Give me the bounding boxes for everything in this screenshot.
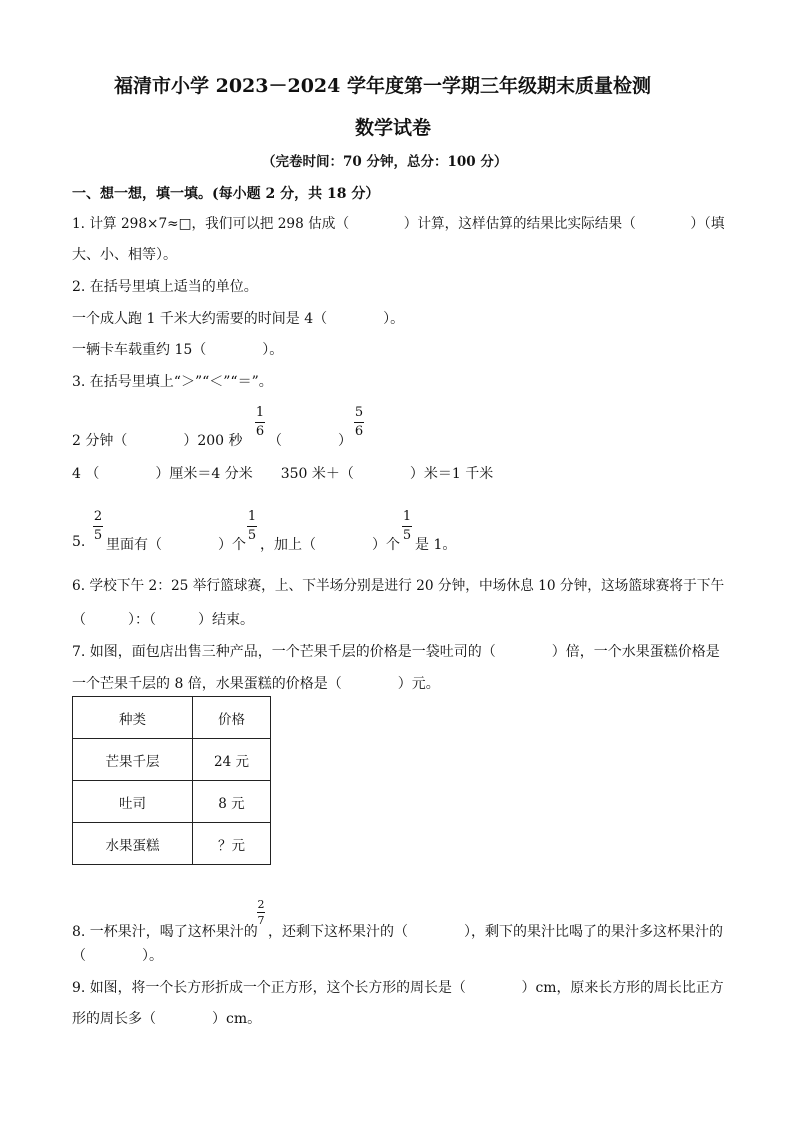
q3-part-a: 2 分钟（ ）200 秒: [72, 433, 243, 449]
q3-fraction-e: [402, 509, 412, 544]
q3-fraction-d: [247, 509, 257, 544]
q3-line4-text-b: ，加上（ ）个: [260, 537, 400, 553]
fraction-bar: [257, 912, 265, 913]
q2-line2: 一个成人跑 1 千米大约需要的时间是 4（ ）。: [72, 311, 405, 327]
fraction-numerator: 1: [247, 509, 257, 524]
table-cell: 吐司: [73, 781, 193, 823]
table-row: [73, 781, 271, 823]
q3-line4-text-c: 是 1。: [415, 537, 457, 553]
q3-line4-text-a: 里面有（ ）个: [106, 537, 246, 553]
q9-line2: 形的周长多（ ）cm。: [72, 1011, 262, 1027]
table-row: [73, 739, 271, 781]
fraction-denominator: 5: [93, 528, 103, 543]
fraction-bar: [255, 422, 265, 423]
table-header-row: [73, 697, 271, 739]
fraction-bar: [402, 526, 412, 527]
q3-fraction-b2: [354, 405, 364, 440]
q6-line1: 6. 学校下午 2：25 举行篮球赛，上、下半场分别是进行 20 分钟，中场休息 10 分钟，这场篮球赛将于下午: [72, 578, 725, 594]
q8-fraction: [257, 898, 265, 927]
q8-line1-b: ，还剩下这杯果汁的（ ），剩下的果汁比喝了的果汁多这杯果汁的: [268, 924, 723, 940]
table-cell: 24 元: [193, 739, 271, 781]
exam-subtitle: 数学试卷: [355, 117, 432, 139]
fraction-bar: [354, 422, 364, 423]
fraction-numerator: 1: [255, 405, 265, 420]
q3-line4-label: 5.: [72, 534, 86, 550]
fraction-denominator: 5: [402, 528, 412, 543]
q8-line2: （ ）。: [72, 948, 163, 964]
q2-line1: 2. 在括号里填上适当的单位。: [72, 279, 258, 295]
fraction-numerator: 1: [402, 509, 412, 524]
table-cell: ？元: [193, 823, 271, 865]
q7-line2: 一个芒果千层的 8 倍，水果蛋糕的价格是（ ）元。: [72, 676, 440, 692]
table-header-cell: 种类: [73, 697, 193, 739]
table-header-cell: 价格: [193, 697, 271, 739]
fraction-denominator: 7: [257, 914, 265, 927]
exam-title: 福清市小学 2023－2024 学年度第一学期三年级期末质量检测: [114, 75, 651, 97]
fraction-bar: [93, 526, 103, 527]
q3-line3: 4 （ ）厘米＝4 分米 350 米＋（ ）米＝1 千米: [72, 466, 494, 482]
table-cell: 芒果千层: [73, 739, 193, 781]
q9-line1: 9. 如图，将一个长方形折成一个正方形，这个长方形的周长是（ ）cm，原来长方形的周长比正方: [72, 980, 724, 996]
q8-line1-a: 8. 一杯果汁，喝了这杯果汁的: [72, 924, 258, 940]
q1-line1: 1. 计算 298×7≈□，我们可以把 298 估成（ ）计算，这样估算的结果比实际结果（ ）（填: [72, 216, 725, 232]
q1-line2: 大、小、相等）。: [72, 247, 177, 263]
q3-fraction-b1: [255, 405, 265, 440]
fraction-denominator: 6: [255, 424, 265, 439]
fraction-numerator: 2: [93, 509, 103, 524]
q2-line3: 一辆卡车载重约 15（ ）。: [72, 342, 284, 358]
table-cell: 8 元: [193, 781, 271, 823]
section-heading: 一、想一想，填一填。(每小题 2 分，共 18 分）: [72, 186, 380, 202]
q3-line1: 3. 在括号里填上“＞”“＜”“＝”。: [72, 374, 273, 390]
table-cell: 水果蛋糕: [73, 823, 193, 865]
q7-line1: 7. 如图，面包店出售三种产品，一个芒果千层的价格是一袋吐司的（ ）倍，一个水果蛋糕价格是: [72, 644, 720, 660]
fraction-denominator: 6: [354, 424, 364, 439]
fraction-denominator: 5: [247, 528, 257, 543]
q6-line2: （ ）：（ ）结束。: [72, 612, 254, 628]
q3-paren-b: （ ）: [268, 433, 352, 449]
exam-info: （完卷时间：70 分钟，总分：100 分）: [262, 154, 508, 170]
fraction-numerator: 2: [257, 898, 265, 911]
fraction-numerator: 5: [354, 405, 364, 420]
fraction-bar: [247, 526, 257, 527]
q3-fraction-c: [93, 509, 103, 544]
price-table: [72, 696, 271, 865]
table-row: [73, 823, 271, 865]
